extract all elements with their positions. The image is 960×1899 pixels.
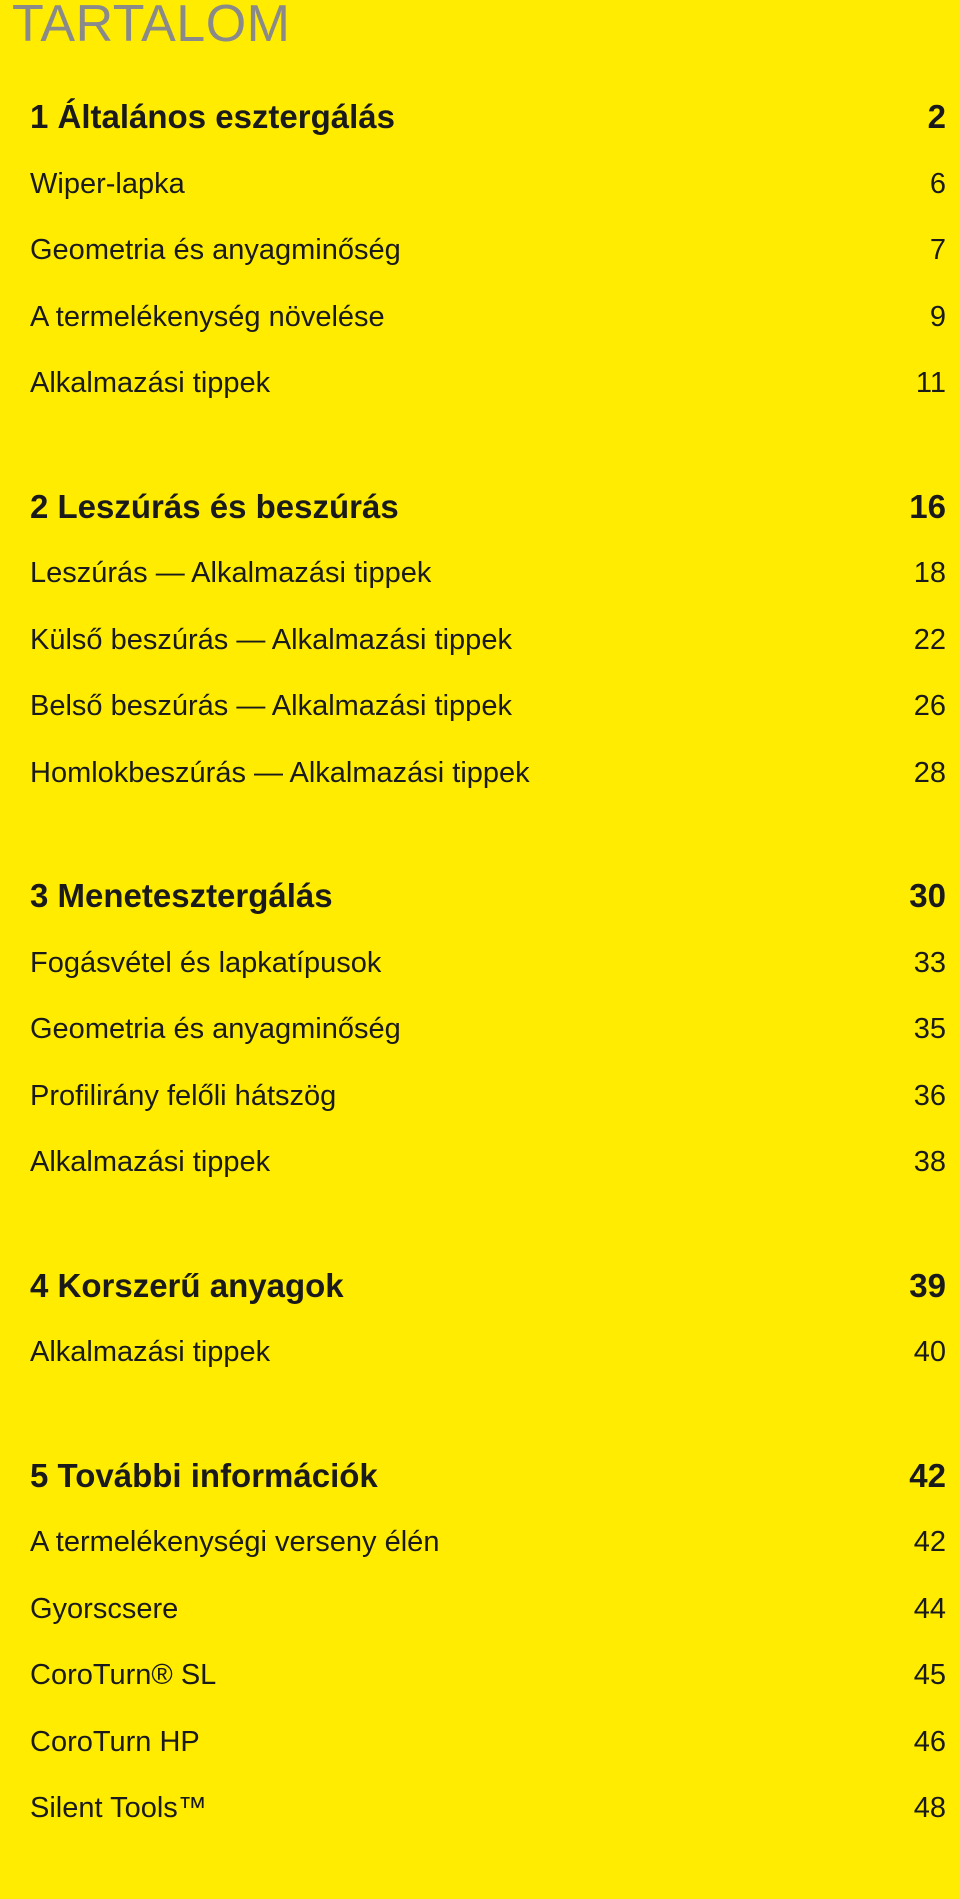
toc-item-page: 48 [913,1792,946,1824]
toc-heading-page: 30 [909,877,946,914]
toc-heading-4[interactable] [30,1253,946,1320]
toc-heading-page: 39 [909,1266,946,1304]
toc-item[interactable] [30,540,946,607]
toc-item-page: 35 [913,1013,946,1045]
toc-heading-page: 16 [909,487,946,525]
toc-item[interactable] [30,673,946,740]
toc-item[interactable] [30,1642,946,1709]
toc-item-page: 40 [913,1336,946,1368]
toc-section-4 [30,1253,946,1386]
toc-heading-1[interactable] [30,84,946,151]
toc-item-page: 9 [929,300,946,333]
toc-item[interactable] [30,930,946,997]
toc-item[interactable] [30,350,946,417]
toc-heading-2[interactable] [30,474,946,541]
toc-item-page: 22 [913,623,946,656]
toc-item-page: 36 [913,1079,946,1112]
toc-item-label: Alkalmazási tippek [30,1336,271,1368]
toc-item-page: 18 [913,557,946,589]
toc-item-label: Geometria és anyagminőség [30,1013,401,1045]
toc-item-label: Alkalmazási tippek [30,1146,271,1178]
toc-item-page: 28 [913,756,946,789]
toc-item-page: 26 [913,690,946,722]
toc-item-label: A termelékenységi verseny élén [30,1526,440,1558]
toc-item-label: Profilirány felőli hátszög [30,1079,337,1112]
table-of-contents [30,84,946,1899]
toc-item-label: Geometria és anyagminőség [30,234,401,266]
toc-heading-page: 2 [927,98,946,135]
toc-item-label: Wiper-lapka [30,167,185,200]
toc-item[interactable] [30,1775,946,1842]
page-title: TARTALOM [12,0,291,53]
toc-item-page: 7 [929,234,946,266]
toc-item-label: Belső beszúrás — Alkalmazási tippek [30,690,512,722]
toc-item[interactable] [30,151,946,218]
toc-section-5 [30,1443,946,1842]
toc-section-2 [30,474,946,807]
toc-item-label: Alkalmazási tippek [30,367,271,399]
toc-item-label: Leszúrás — Alkalmazási tippek [30,557,432,589]
toc-item-page: 33 [913,946,946,979]
toc-heading-3[interactable] [30,863,946,930]
toc-item-page: 11 [915,367,946,399]
toc-heading-label: 1 Általános esztergálás [30,98,395,135]
toc-item-page: 6 [929,167,946,200]
toc-item-label: Gyorscsere [30,1592,179,1625]
toc-heading-label: 5 További információk [30,1456,378,1494]
toc-item[interactable] [30,740,946,807]
toc-item-page: 46 [913,1725,946,1758]
toc-section-3 [30,863,946,1196]
toc-heading-5[interactable] [30,1443,946,1510]
toc-item-label: Silent Tools™ [30,1792,207,1824]
toc-item[interactable] [30,217,946,284]
toc-item-page: 38 [913,1146,946,1178]
toc-item-label: Homlokbeszúrás — Alkalmazási tippek [30,756,530,789]
toc-heading-label: 2 Leszúrás és beszúrás [30,487,399,525]
toc-item-page: 42 [913,1526,946,1558]
toc-item[interactable] [30,1709,946,1776]
toc-heading-label: 4 Korszerű anyagok [30,1266,344,1304]
toc-item-label: Külső beszúrás — Alkalmazási tippek [30,623,512,656]
toc-heading-page: 42 [909,1456,946,1494]
toc-item[interactable] [30,1129,946,1196]
toc-item-label: CoroTurn® SL [30,1659,217,1691]
toc-heading-label: 3 Menetesztergálás [30,877,333,914]
toc-item[interactable] [30,996,946,1063]
toc-item[interactable] [30,1509,946,1576]
toc-item[interactable] [30,607,946,674]
toc-item-page: 45 [913,1659,946,1691]
toc-item[interactable] [30,1576,946,1643]
toc-item[interactable] [30,284,946,351]
toc-item-page: 44 [913,1592,946,1625]
toc-item[interactable] [30,1319,946,1386]
toc-item-label: A termelékenység növelése [30,300,385,333]
toc-section-1 [30,84,946,417]
toc-item-label: CoroTurn HP [30,1725,200,1758]
toc-item[interactable] [30,1063,946,1130]
toc-item-label: Fogásvétel és lapkatípusok [30,946,382,979]
